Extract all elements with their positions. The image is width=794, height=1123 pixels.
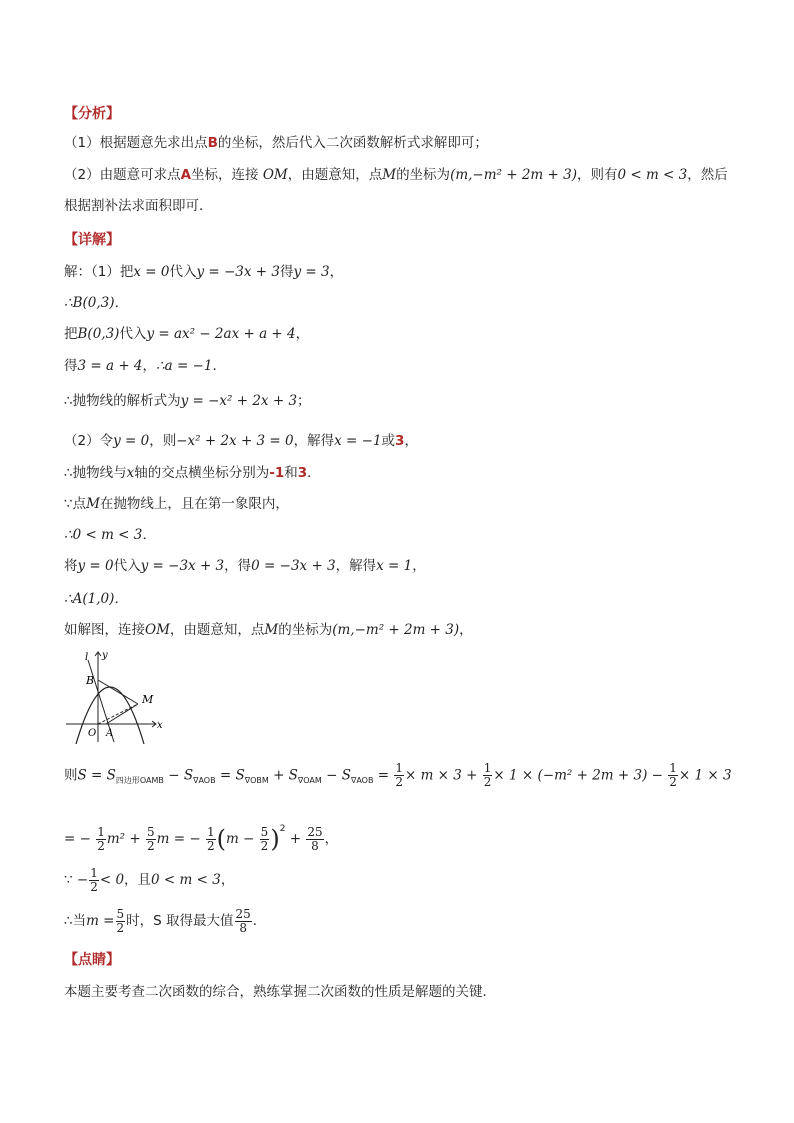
fraction-five-halves: $\frac{5}{2}$	[260, 824, 269, 853]
detail-line-11: ∴A(1,0)．	[64, 591, 128, 607]
label-o: O	[88, 728, 97, 739]
detail-line-7: ∴抛物线与x轴的交点横坐标分别为-1和3．	[64, 465, 321, 481]
detail-line-9: ∴0 < m < 3．	[64, 527, 156, 543]
fraction-25-8: $\frac{25}{8}$	[235, 906, 251, 935]
label-l: l	[85, 652, 89, 663]
analysis-line-1: （1）根据题意先求出点B的坐标，然后代入二次函数解析式求解即可；	[64, 135, 488, 151]
detail-line-10: 将y = 0代入y = −3x + 3，得0 = −3x + 3，解得x = 1，	[64, 558, 426, 574]
detail-line-2: ∴B(0,3)．	[64, 295, 129, 311]
label-b: B	[86, 674, 95, 687]
label-x: x	[157, 720, 163, 731]
detail-line-6: （2）令y = 0，则−x² + 2x + 3 = 0，解得x = −1或3，	[64, 433, 418, 449]
detail-line-12: 如解图，连接OM，由题意知，点M的坐标为(m,−m² + 2m + 3)，	[64, 622, 473, 638]
segment-bm	[98, 680, 138, 704]
area-formula-line-4: ∴当m = $\frac{5}{2}$ 时，S 取得最大值 $\frac{25}{8}$ ．	[64, 906, 267, 935]
fraction-half: $\frac{1}{2}$	[90, 865, 98, 894]
label-y: y	[102, 650, 108, 661]
analysis-line-3: 根据割补法求面积即可．	[64, 198, 213, 214]
comment-text: 本题主要考查二次函数的综合，熟练掌握二次函数的性质是解题的关键．	[64, 984, 496, 1000]
detail-line-1: 解：（1）把x = 0代入y = −3x + 3得y = 3，	[64, 264, 344, 280]
parabola-figure	[64, 648, 174, 744]
label-a: A	[106, 728, 114, 739]
fraction-half: $\frac{1}{2}$	[206, 824, 215, 853]
fraction-half: $\frac{1}{2}$	[97, 824, 105, 853]
area-formula-line-1: 则$S = S_{四边形OAMB} - S_{\nabla AOB} = S_{\nabla OBM} + S_{\nabla OAM} - S_{\nabla AOB}$ = $\frac{1}{2}$ × m × 3 + $\frac{1}{2}$ × 1 × (−m² + 2m + 3) − $\frac{1}{2}$ × 1 × 3	[64, 761, 732, 789]
analysis-line-2: （2）由题意可求点A坐标，连接 OM，由题意知，点M的坐标为(m,−m² + 2m + 3)，则有0 < m < 3，然后	[64, 167, 728, 183]
detail-line-3: 把B(0,3)代入y = ax² − 2ax + a + 4，	[64, 326, 310, 342]
segment-om	[98, 704, 138, 724]
area-formula-line-2: = − $\frac{1}{2}$ m² + $\frac{5}{2}$ m = − $\frac{1}{2}$ (m − $\frac{5}{2}$ )$^2$ + $\frac{25}{8}$ ，	[64, 824, 339, 853]
fraction-half: $\frac{1}{2}$	[669, 761, 677, 789]
detail-line-4: 得3 = a + 4，∴a = −1．	[64, 358, 226, 374]
fraction-25-8: $\frac{25}{8}$	[307, 824, 323, 853]
section-analysis: 【分析】	[64, 106, 120, 122]
section-detail: 【详解】	[64, 232, 120, 248]
detail-line-8: ∵点M在抛物线上，且在第一象限内，	[64, 496, 289, 512]
fraction-five-halves: $\frac{5}{2}$	[146, 824, 155, 853]
area-formula-line-3: ∵ − $\frac{1}{2}$ < 0，且0 < m < 3，	[64, 865, 235, 894]
fraction-five-halves: $\frac{5}{2}$	[116, 906, 125, 935]
detail-line-5: ∴抛物线的解析式为y = −x² + 2x + 3；	[64, 393, 311, 409]
fraction-half: $\frac{1}{2}$	[483, 761, 492, 789]
fraction-half: $\frac{1}{2}$	[395, 761, 403, 789]
label-m: M	[142, 693, 154, 706]
section-comment: 【点睛】	[64, 952, 120, 968]
